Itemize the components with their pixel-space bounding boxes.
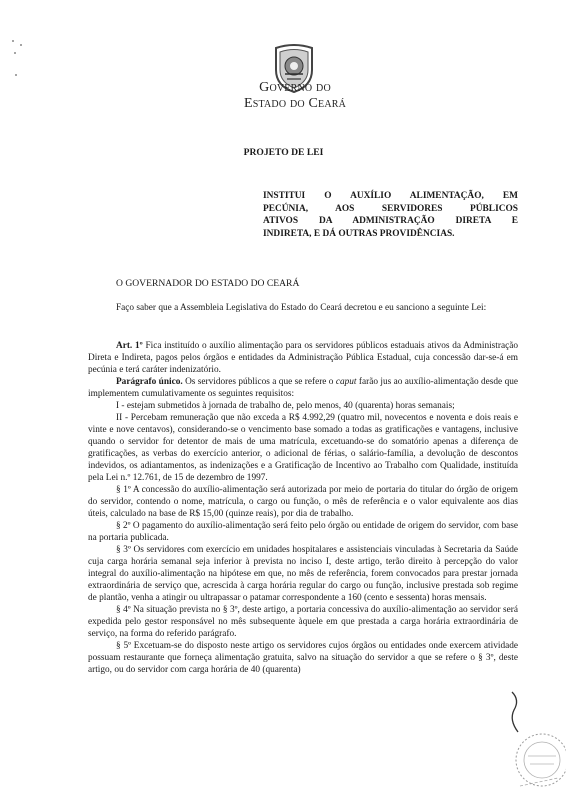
paragraph-3: § 3º Os servidores com exercício em unidades hospitalares e assistenciais vinculadas à Secretaria da Saúde cuja carga horária semanal seja inferior à prevista no inciso I, deste artigo, terão direito à percepção do valor integral do auxílio-alimentação na hipótese em que, no mês de referência, forem convocados para prestar jornada extraordinária de serviço que, acrescida à carga horária regular do cargo ou função, inclusive prestada sob regime de plantão, venha a atingir ou ultrapassar o patamar correspondente a 160 (cento e sessenta) horas mensais.	[88, 545, 518, 603]
document-type: PROJETO DE LEI	[243, 147, 324, 158]
scan-mark	[14, 52, 16, 54]
sole-paragraph-text: farão jus ao auxílio-alimentação desde que implementem cumulativamente os seguintes requisitos:	[88, 377, 518, 399]
scan-mark	[20, 44, 22, 46]
ementa-line: INSTITUI O AUXÍLIO ALIMENTAÇÃO, EM	[263, 191, 518, 201]
law-body	[88, 340, 518, 676]
paragraph-2: § 2º O pagamento do auxílio-alimentação será feito pelo órgão ou entidade de origem do servidor, com base na portaria publicada.	[88, 521, 518, 543]
item-1: I - estejam submetidos à jornada de trabalho de, pelo menos, 40 (quarenta) horas semanais;	[116, 401, 455, 411]
item-2: II - Percebam remuneração que não exceda a R$ 4.992,29 (quatro mil, novecentos e noventa e dois reais e vinte e nove centavos), considerando-se o vencimento base somado a todas as gratificações e vantagens, inclusive quando o servidor for detentor de mais de uma matrícula, excetuando-se do somatório apenas a diferença de gratificações, as verbas do exercício anterior, o adicional de férias, o salário-família, a devolução de descontos indevidos, os adiantamentos, as indenizações e a Gratificação de Incentivo ao Trabalho com Qualidade, instituída pela Lei n.º 12.761, de 15 de dezembro de 1997.	[88, 413, 518, 483]
sole-paragraph-text: Os servidores públicos a que se refere o	[182, 377, 336, 387]
sole-paragraph	[88, 376, 518, 400]
sole-paragraph-label: Parágrafo único.	[116, 377, 183, 387]
article-1	[88, 340, 518, 376]
ementa-line: INDIRETA, E DÁ OUTRAS PROVIDÊNCIAS.	[263, 228, 455, 239]
ementa-line: ATIVOS DA ADMINISTRAÇÃO DIRETA E	[263, 216, 518, 226]
government-header	[200, 80, 390, 112]
article-1-text: Fica instituído o auxílio alimentação para os servidores públicos estaduais ativos da Administração Direta e Indireta, pagos pelos órgãos e entidades da Administração Pública Estadual, cuja concessão dar-se-á em pecúnia e terá caráter indenizatório.	[88, 341, 518, 375]
enacting-clause: Faço saber que a Assembleia Legislativa do Estado do Ceará decretou e eu sanciono a seguinte Lei:	[116, 303, 487, 313]
header-line-1: Governo do	[259, 80, 331, 95]
paragraph-1: § 1º A concessão do auxílio-alimentação será autorizada por meio de portaria do titular do órgão de origem do servidor, contendo o nome, matrícula, o cargo ou função, o mês de referência e o valor equivalente aos dias úteis, calculado na base de R$ 15,00 (quinze reais), por dia de trabalho.	[88, 485, 518, 519]
header-line-2: Estado do Ceará	[243, 96, 347, 111]
scan-mark	[12, 40, 14, 42]
governor-heading: O GOVERNADOR DO ESTADO DO CEARÁ	[116, 278, 300, 289]
caput-term: caput	[335, 377, 357, 387]
paragraph-5: § 5º Excetuam-se do disposto neste artigo os servidores cujos órgãos ou entidades onde exercem atividade possuam restaurante que forneça alimentação gratuita, salvo na situação do servidor a que se refere o § 3º, deste artigo, ou do servidor com carga horária de 40 (quarenta)	[88, 641, 518, 675]
scan-mark	[15, 74, 17, 76]
ementa-line: PECÚNIA, AOS SERVIDORES PÚBLICOS	[263, 203, 518, 214]
paragraph-4: § 4º Na situação prevista no § 3º, deste artigo, a portaria concessiva do auxílio-alimentação ao servidor será expedida pelo gestor responsável no mês subsequente àquele em que prestada a carga horária extraordinária de serviço, na forma do referido parágrafo.	[88, 605, 518, 639]
article-1-label: Art. 1º	[116, 341, 143, 351]
protocol-stamp-icon	[506, 716, 566, 796]
ementa	[263, 190, 518, 240]
